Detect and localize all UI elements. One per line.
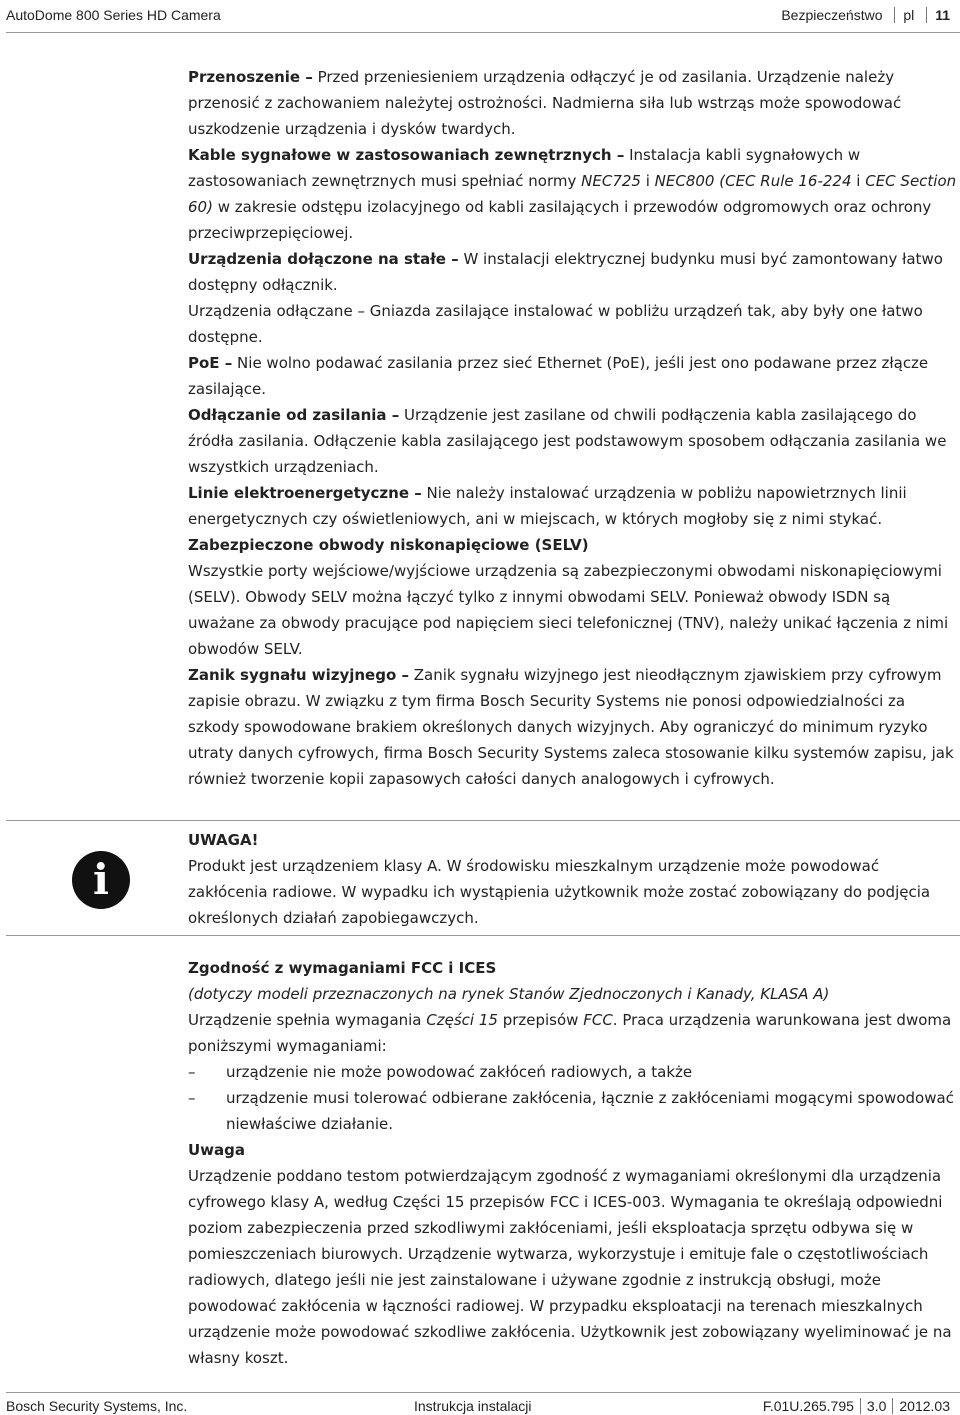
language-code: pl bbox=[903, 7, 915, 23]
notice-box bbox=[188, 827, 960, 931]
heading-text: Zabezpieczone obwody niskonapięciowe (SELV) bbox=[188, 536, 589, 554]
notice-divider-bottom bbox=[6, 935, 960, 936]
paragraph-text: Nie należy instalować urządzenia w pobliżu napowietrznych linii energetycznych czy oświetleniowych, ani w miejscach, w których mogłoby się z nimi stykać. bbox=[188, 484, 907, 528]
list-dash: – bbox=[188, 1089, 196, 1107]
list-item bbox=[188, 1085, 960, 1137]
company-name: Bosch Security Systems, Inc. bbox=[6, 1398, 188, 1414]
paragraph-power-lines bbox=[188, 480, 960, 532]
regulation-ref: FCC bbox=[583, 1011, 613, 1029]
fcc-section bbox=[188, 955, 960, 1371]
fcc-subtitle bbox=[188, 981, 960, 1007]
paragraph-text: . Praca urządzenia warunkowana jest dwoma poniższymi wymaganiami: bbox=[188, 1011, 952, 1055]
term: Zanik sygnału wizyjnego – bbox=[188, 666, 409, 684]
list-dash: – bbox=[188, 1063, 196, 1081]
term: PoE – bbox=[188, 354, 233, 372]
fcc-heading bbox=[188, 955, 960, 981]
paragraph-permanent-devices bbox=[188, 246, 960, 298]
paragraph-text: Instalacja kabli sygnałowych w zastosowaniach zewnętrznych musi spełniać normy bbox=[188, 146, 861, 190]
separator bbox=[894, 7, 895, 23]
document-title: AutoDome 800 Series HD Camera bbox=[6, 7, 221, 23]
notice-divider-top bbox=[6, 820, 960, 821]
fcc-intro bbox=[188, 1007, 960, 1059]
notice-title bbox=[188, 827, 960, 853]
paragraph-text: przepisów bbox=[497, 1011, 584, 1029]
separator bbox=[926, 7, 927, 23]
paragraph-poe bbox=[188, 350, 960, 402]
list-item-text: urządzenie nie może powodować zakłóceń radiowych, a także bbox=[226, 1063, 693, 1081]
paragraph-text: Urządzenie jest zasilane od chwili podłączenia kabla zasilającego do źródła zasilania. Odłączenie kabla zasilającego jest podstawowym sposobem odłączania zasilania we wszystkich urządzeniach. bbox=[188, 406, 947, 476]
regulation-ref: Części 15 bbox=[426, 1011, 498, 1029]
separator bbox=[860, 1398, 861, 1414]
standard-ref: NEC800 (CEC Rule 16-224 bbox=[654, 172, 852, 190]
paragraph-text: w zakresie odstępu izolacyjnego od kabli zasilających i przewodów odgromowych oraz ochrony przeciwprzepięciowej. bbox=[188, 198, 932, 242]
paragraph-selv: Wszystkie porty wejściowe/wyjściowe urządzenia są zabezpieczonymi obwodami niskonapięciowymi (SELV). Obwody SELV można łączyć tylko z innymi obwodami SELV. Ponieważ obwody ISDN są uważane za obwody pracujące pod napięciem sieci telefonicznej (TNV), należy unikać łączenia z nimi obwodów SELV. bbox=[188, 562, 949, 658]
separator bbox=[892, 1398, 893, 1414]
term: Przenoszenie – bbox=[188, 68, 313, 86]
document-type: Instrukcja instalacji bbox=[414, 1398, 532, 1414]
paragraph-text: Przed przeniesieniem urządzenia odłączyć je od zasilania. Urządzenie należy przenosić z zachowaniem należytej ostrożności. Nadmierna siła lub wstrząs może spowodować uszkodzenie urządzenia i dysków twardych. bbox=[188, 68, 902, 138]
notice-title-text: UWAGA! bbox=[188, 831, 259, 849]
paragraph-power-disconnect bbox=[188, 402, 960, 480]
paragraph-transport bbox=[188, 64, 960, 142]
standard-ref: NEC725 bbox=[581, 172, 641, 190]
document-version: 3.0 bbox=[866, 1398, 887, 1414]
paragraph-signal-cables bbox=[188, 142, 960, 246]
info-icon: i bbox=[72, 851, 130, 909]
document-number: F.01U.265.795 bbox=[762, 1398, 854, 1414]
paragraph-detachable-devices: Urządzenia odłączane – Gniazda zasilające instalować w pobliżu urządzeń tak, aby były one łatwo dostępne. bbox=[188, 302, 923, 346]
page-header bbox=[6, 0, 960, 33]
term: Linie elektroenergetyczne – bbox=[188, 484, 422, 502]
document-date: 2012.03 bbox=[899, 1398, 950, 1414]
standard-ref: CEC Section 60) bbox=[188, 172, 957, 216]
heading-selv bbox=[188, 532, 960, 558]
safety-content bbox=[188, 64, 960, 792]
paragraph-video-loss bbox=[188, 662, 960, 792]
note-title-text: Uwaga bbox=[188, 1141, 246, 1159]
paragraph-text: W instalacji elektrycznej budynku musi być zamontowany łatwo dostępny odłącznik. bbox=[188, 250, 943, 294]
section-name: Bezpieczeństwo bbox=[781, 7, 883, 23]
note-text: Urządzenie poddano testom potwierdzającym zgodność z wymaganiami określonymi dla urządzenia cyfrowego klasy A, według Części 15 przepisów FCC i ICES-003. Wymagania te określają odpowiedni poziom zabezpieczenia przed szkodliwymi zakłóceniami, jeśli eksploatacja sprzętu odbywa się w pomieszczeniach biurowych. Urządzenie wytwarza, wykorzystuje i emituje fale o częstotliwościach radiowych, dlatego jeśli nie jest zainstalowane i używane zgodnie z instrukcją obsługi, może powodować zakłócenia w łączności radiowej. W przypadku eksploatacji na terenach mieszkalnych urządzenie może powodować szkodliwe zakłócenia. Użytkownik jest zobowiązany wyeliminować je na własny koszt. bbox=[188, 1167, 952, 1367]
paragraph-text: i bbox=[640, 172, 655, 190]
term: Urządzenia dołączone na stałe – bbox=[188, 250, 459, 268]
list-item-text: urządzenie musi tolerować odbierane zakłócenia, łącznie z zakłóceniami mogącymi spowodować niewłaściwe działanie. bbox=[226, 1089, 954, 1133]
page-footer bbox=[6, 1392, 960, 1415]
paragraph-text: i bbox=[851, 172, 866, 190]
notice-text: Produkt jest urządzeniem klasy A. W środowisku mieszkalnym urządzenie może powodować zakłócenia radiowe. W wypadku ich wystąpienia użytkownik może zostać zobowiązany do podjęcia określonych działań zapobiegawczych. bbox=[188, 857, 931, 927]
fcc-heading-text: Zgodność z wymaganiami FCC i ICES bbox=[188, 959, 497, 977]
paragraph-text: Zanik sygnału wizyjnego jest nieodłącznym zjawiskiem przy cyfrowym zapisie obrazu. W związku z tym firma Bosch Security Systems nie ponosi odpowiedzialności za szkody spowodowane brakiem określonych danych wizyjnych. Aby ograniczyć do minimum ryzyko utraty danych cyfrowych, firma Bosch Security Systems zaleca stosowanie kilku systemów zapisu, jak również tworzenie kopii zapasowych całości danych analogowych i cyfrowych. bbox=[188, 666, 954, 788]
fcc-subtitle-text: (dotyczy modeli przeznaczonych na rynek Stanów Zjednoczonych i Kanady, KLASA A) bbox=[188, 985, 830, 1003]
term: Kable sygnałowe w zastosowaniach zewnętrznych – bbox=[188, 146, 625, 164]
term: Odłączanie od zasilania – bbox=[188, 406, 400, 424]
page-number: 11 bbox=[935, 7, 950, 23]
header-right bbox=[781, 7, 950, 23]
document-info bbox=[763, 1398, 950, 1414]
paragraph-text: Nie wolno podawać zasilania przez sieć Ethernet (PoE), jeśli jest ono podawane przez złącze zasilające. bbox=[188, 354, 929, 398]
paragraph-text: Urządzenie spełnia wymagania bbox=[188, 1011, 427, 1029]
note-title bbox=[188, 1137, 960, 1163]
list-item bbox=[188, 1059, 960, 1085]
